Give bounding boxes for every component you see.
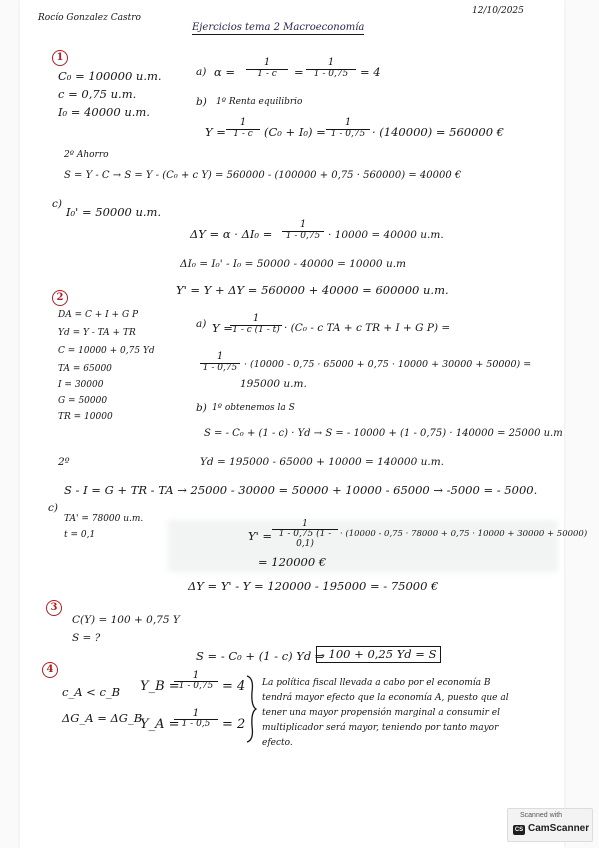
- s2-given-c: C = 10000 + 0,75 Yd: [58, 346, 155, 356]
- section-4-number: 4: [42, 662, 58, 678]
- s1-savings-equation: S = Y - C → S = Y - (C₀ + c Y) = 560000 - (100000 + 0,75 · 560000) = 40000 €: [64, 170, 462, 181]
- s1-a-frac1: $\frac{1}{1 - c}$: [246, 58, 288, 79]
- s3-given2: S = ?: [72, 632, 101, 644]
- s1-b-mid: (C₀ + I₀) =: [264, 125, 326, 139]
- s2-si: S - I = G + TR - TA → 25000 - 30000 = 50000 + 10000 - 65000 → -5000 = - 5000.: [64, 483, 538, 497]
- camscanner-label: CamScanner: [528, 823, 590, 834]
- s2-a-label: a): [196, 318, 207, 330]
- s2-given-tr: TR = 10000: [58, 412, 113, 422]
- s1-given-c: c = 0,75 u.m.: [58, 87, 137, 101]
- s4-text-line-3: tener una mayor propensión marginal a consumir el: [262, 708, 500, 718]
- s2-c-lhs: Y' =: [248, 529, 273, 543]
- section-3-number: 3: [46, 600, 62, 616]
- s4-text-line-2: tendrá mayor efecto que la economía A, puesto que al: [262, 693, 509, 703]
- page-title: Ejercicios tema 2 Macroeconomía: [192, 22, 365, 33]
- s2-given-da: DA = C + I + G P: [58, 310, 139, 320]
- s2-a-frac: $\frac{1}{1 - c (1 - t)}$: [230, 314, 282, 335]
- s1-b-lhs: Y =: [205, 125, 226, 139]
- s2-given-g: G = 50000: [58, 396, 108, 406]
- s4-text-line-5: efecto.: [262, 738, 293, 748]
- s4-given2: ΔG_A = ΔG_B: [62, 711, 143, 725]
- s1-b-text: 1º Renta equilibrio: [216, 97, 303, 107]
- camscanner-badge: [507, 808, 593, 842]
- section-2-number: 2: [52, 290, 68, 306]
- s1-a-lhs: α =: [214, 65, 236, 79]
- s3-given1: C(Y) = 100 + 0,75 Y: [72, 614, 180, 626]
- s2-l2-frac: $\frac{1}{1 - 0,75}$: [200, 352, 240, 373]
- s1-b-frac1: $\frac{1}{1 - c}$: [226, 118, 260, 139]
- s2-b-s: S = - C₀ + (1 - c) · Yd → S = - 10000 + (1 - 0,75) · 140000 = 25000 u.m: [204, 428, 563, 439]
- s2-a-lhs: Y =: [212, 321, 233, 335]
- scan-smudge: [168, 520, 558, 572]
- s4-text-line-4: multiplicador será mayor, teniendo por tanto mayor: [262, 723, 499, 733]
- s1-c-given: I₀' = 50000 u.m.: [66, 205, 162, 219]
- s1-a-label: a): [196, 66, 207, 78]
- s4-ya-frac: $\frac{1}{1 - 0,5}$: [174, 708, 218, 729]
- s2-b-label: b): [196, 402, 207, 414]
- s4-yb-lhs: Y_B =: [140, 679, 180, 694]
- s2-c-frac: $\frac{1}{1 - 0,75 (1 - 0,1)}$: [272, 520, 338, 549]
- author-name: Rocío Gonzalez Castro: [38, 13, 141, 23]
- curly-brace: [244, 674, 258, 744]
- s2-dy: ΔY = Y' - Y = 120000 - 195000 = - 75000 €: [188, 579, 439, 593]
- s2-c-result: = 120000 €: [258, 555, 327, 569]
- s2-given-i: I = 30000: [58, 380, 104, 390]
- s4-yb-frac: $\frac{1}{1 - 0,75}$: [174, 670, 218, 691]
- s1-b-label: b): [196, 96, 207, 108]
- s1-a-result: = 4: [360, 65, 381, 79]
- s4-given1: c_A < c_B: [62, 685, 121, 699]
- s2-a-rest: · (C₀ - c TA + c TR + I + G P) =: [284, 322, 451, 334]
- s1-c-label: c): [52, 198, 62, 210]
- s2-c-given2: t = 0,1: [64, 530, 96, 540]
- s1-b-frac2: $\frac{1}{1 - 0,75}$: [326, 118, 370, 139]
- s1-dy-result: · 10000 = 40000 u.m.: [328, 229, 444, 241]
- s3-boxed-result: - 100 + 0,25 Yd = S: [316, 646, 441, 663]
- s4-text-line-1: La política fiscal llevada a cabo por el economía B: [262, 678, 491, 688]
- s2-l2-rest: · (10000 - 0,75 · 65000 + 0,75 · 10000 + 30000 + 50000) =: [244, 359, 532, 370]
- s2-given-yd: Yd = Y - TA + TR: [58, 328, 136, 338]
- s2-c-rest: · (10000 - 0,75 · 78000 + 0,75 · 10000 + 30000 + 50000): [340, 529, 588, 539]
- camscanner-logo-icon: CS: [514, 827, 524, 833]
- s2-second: 2º: [58, 456, 70, 468]
- scanned-with-label: Scanned with: [520, 812, 563, 819]
- s2-b-text: 1º obtenemos la S: [212, 403, 295, 413]
- date: 12/10/2025: [472, 6, 524, 16]
- s1-y-prime: Y' = Y + ΔY = 560000 + 40000 = 600000 u.m.: [176, 283, 449, 297]
- section-1-number: 1: [52, 50, 68, 66]
- s1-given-i0: I₀ = 40000 u.m.: [58, 105, 150, 119]
- s1-a-eq: =: [294, 65, 304, 79]
- s4-yb-result: = 4: [222, 679, 246, 694]
- s1-dy-frac: $\frac{1}{1 - 0,75}$: [282, 220, 324, 241]
- s1-a-frac2: $\frac{1}{1 - 0,75}$: [306, 58, 356, 79]
- s1-ahorro: 2º Ahorro: [64, 150, 109, 160]
- s2-c-given1: TA' = 78000 u.m.: [64, 514, 144, 524]
- s2-c-label: c): [48, 502, 58, 514]
- s4-ya-result: = 2: [222, 717, 246, 732]
- s1-b-result: · (140000) = 560000 €: [372, 125, 505, 139]
- s2-yd: Yd = 195000 - 65000 + 10000 = 140000 u.m.: [200, 456, 444, 468]
- s1-dy-lhs: ΔY = α · ΔI₀ =: [190, 227, 273, 241]
- s2-l3: 195000 u.m.: [240, 378, 307, 390]
- s3-equation: S = - C₀ + (1 - c) Yd ⇒: [196, 649, 325, 663]
- s1-given-c0: C₀ = 100000 u.m.: [58, 69, 162, 83]
- s2-given-ta: TA = 65000: [58, 364, 112, 374]
- s4-ya-lhs: Y_A =: [140, 717, 180, 732]
- s1-delta-i: ΔI₀ = I₀' - I₀ = 50000 - 40000 = 10000 u.m: [180, 258, 407, 270]
